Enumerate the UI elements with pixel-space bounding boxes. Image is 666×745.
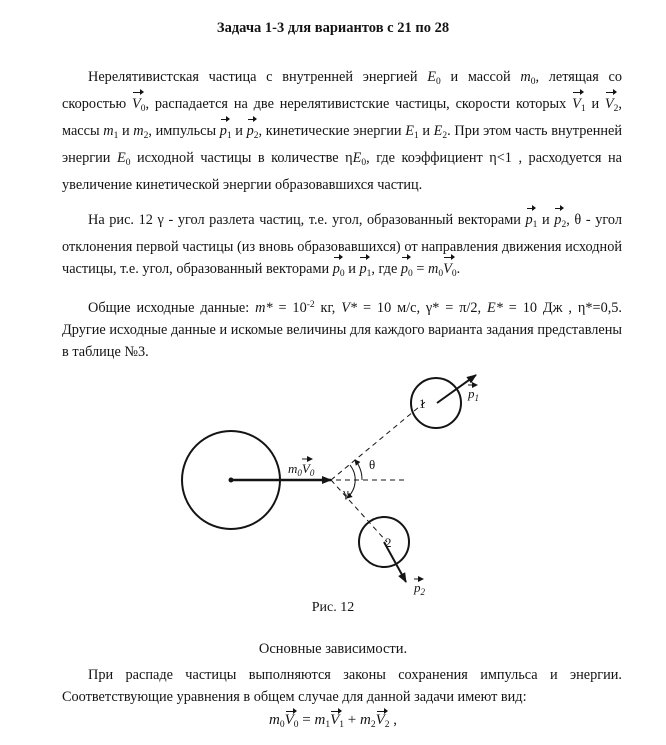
paragraph-problem-statement: Нерелятивистская частица с внутренней энергией $E_0$ и массой $m_0$, летящая со скоростью $V_0$, распадается на две нерелятивистские частицы, скорости которых $V_1$ и $V_2$, массы $m_1$ и $m_2$, импульсы $p_1$ и $p_2$, кинетические энергии $E_1$ и $E_2$. При этом часть внутренней энергии $E_0$ исходной частицы в количестве $\eta E_0$, где коэффициент η<1 , расходуется на увеличение кинетической энергии образовавшихся частиц. [62,69,623,193]
paragraph-angles: На рис. 12 γ - угол разлета частиц, т.е. угол, образованный векторами $p_1$ и $p_2$, θ - угол отклонения первой частицы (из вновь образовавшихся) от направления движения исходной частицы, т.е. угол, образованный векторами $p_0$ и $p_1$, где $p_0 = m_0V_0$. [62,209,622,285]
label-particle-1: 1 [419,396,426,411]
path-particle-1 [331,402,425,480]
label-particle-2: 2 [385,535,392,550]
page-title: Задача 1-3 для вариантов с 21 по 28 [216,20,450,36]
vector-v0: V [132,93,141,115]
section-heading: Основные зависимости. [258,641,408,657]
label-theta: θ [369,457,376,472]
label-gamma: γ [343,485,349,500]
label-m0v0: $m_0V_0$ [288,461,315,478]
path-particle-2 [331,480,387,542]
vector-p2: p [247,120,254,142]
decay-diagram [0,370,666,610]
paragraph-initial-data: Общие исходные данные: $m* = 10^{-2}$ кг, V* = 10 м/с, γ* = π/2, E* = 10 Дж , η*=0,5. Другие исходные данные и искомые величины для каждого варианта задания представлены в таблице №3. [62,300,623,360]
paragraph-conservation-laws: При распаде частицы выполняются законы сохранения импульса и энергии. Соответствующие уравнения в общем случае для данной задачи имеют вид: [62,667,622,705]
theta-angle-arc [355,460,362,480]
vector-p1: p [220,120,227,142]
label-p1: $p_1$ [468,386,479,403]
figure-caption: Рис. 12 [311,600,355,615]
vector-v2: V [605,93,614,115]
momentum-conservation-formula: $m_0V_0 = m_1V_1 + m_2V_2$ , [269,712,397,730]
vector-v1: V [572,93,581,115]
label-p2: $p_2$ [414,580,425,597]
